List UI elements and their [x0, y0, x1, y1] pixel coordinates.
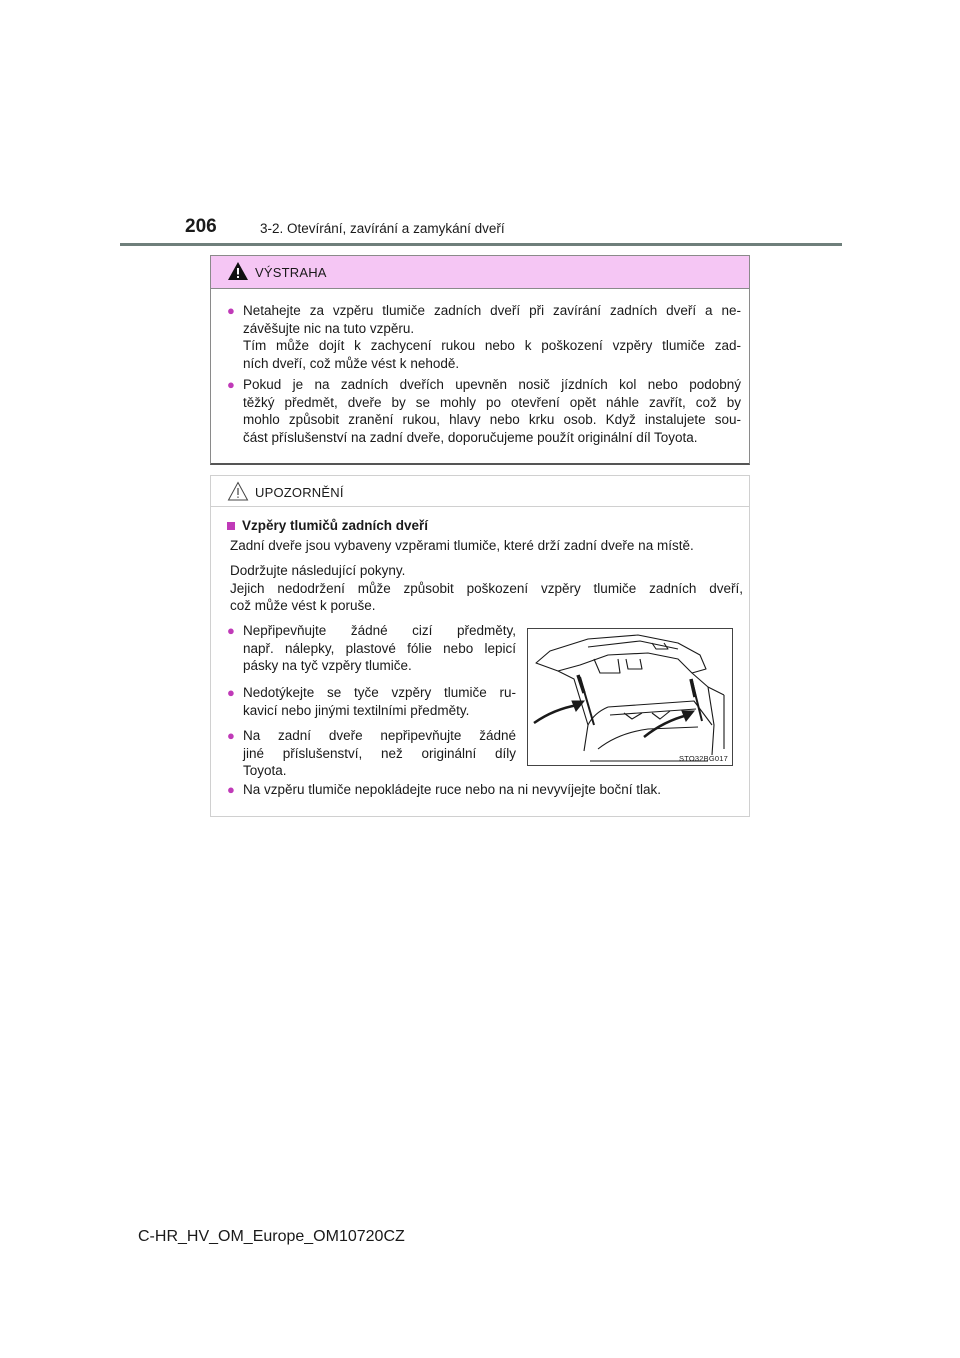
caution-bullet-1	[243, 622, 516, 675]
warning-box	[210, 255, 750, 465]
warning-header	[211, 256, 749, 289]
text-line: Nedotýkejte se tyče vzpěry tlumiče ru-	[243, 685, 516, 700]
text-line: kavicí nebo jinými textilními předměty.	[243, 702, 470, 718]
text-line: těžký předmět, dveře by se mohly po otevření opět náhle zavřít, což by	[243, 394, 741, 410]
caution-paragraph-2	[230, 562, 743, 615]
text-line: část příslušenství na zadní dveře, doporučujeme použít originální díl Toyota.	[243, 429, 698, 445]
text-line: Dodržujte následující pokyny.	[230, 563, 406, 578]
caution-box	[210, 475, 750, 817]
warning-icon	[227, 261, 249, 281]
text-line: Jejich nedodržení může způsobit poškození vzpěry tlumiče zadních dveří,	[230, 580, 743, 596]
header-rule	[120, 243, 842, 246]
tailgate-figure	[527, 628, 733, 766]
bullet-icon: ●	[227, 685, 235, 700]
bullet-icon: ●	[227, 303, 235, 318]
bullet-icon: ●	[227, 782, 235, 797]
warning-title: VÝSTRAHA	[255, 265, 327, 280]
text-line: jiné příslušenství, než originální díly	[243, 745, 516, 761]
bullet-icon: ●	[227, 623, 235, 638]
text-line: pásky na tyč vzpěry tlumiče.	[243, 658, 412, 673]
caution-bullet-4: Na vzpěru tlumiče nepokládejte ruce nebo na ni nevyvíjejte boční tlak.	[243, 782, 661, 797]
caution-title: UPOZORNĚNÍ	[255, 485, 344, 500]
caution-header	[211, 476, 749, 507]
text-line: což může vést k poruše.	[230, 598, 376, 613]
text-line: např. nálepky, plastové fólie nebo lepicí	[243, 640, 516, 656]
section-title: 3-2. Otevírání, zavírání a zamykání dveří	[260, 221, 505, 236]
page-number: 206	[185, 216, 217, 237]
text-line: Na zadní dveře nepřipevňujte žádné	[243, 728, 516, 743]
caution-paragraph-1: Zadní dveře jsou vybaveny vzpěrami tlumiče, které drží zadní dveře na místě.	[230, 538, 694, 553]
warning-item-1	[243, 302, 741, 372]
text-line: Pokud je na zadních dveřích upevněn nosič jízdních kol nebo podobný	[243, 377, 741, 392]
warning-item-2	[243, 376, 741, 446]
bullet-icon: ●	[227, 728, 235, 743]
figure-label: STO32BG017	[679, 754, 728, 763]
text-line: Tím může dojít k zachycení rukou nebo k poškození vzpěry tlumiče zad-	[243, 338, 741, 353]
caution-subtitle: Vzpěry tlumičů zadních dveří	[242, 518, 429, 533]
caution-icon	[227, 481, 249, 501]
tailgate-illustration	[528, 629, 732, 765]
text-line: Nepřipevňujte žádné cizí předměty,	[243, 623, 516, 638]
text-line: Toyota.	[243, 763, 287, 778]
text-line: mohlo způsobit zranění rukou, hlavy nebo krku osob. Když instalujete sou-	[243, 412, 741, 427]
square-bullet-icon	[227, 522, 235, 530]
text-line: závěšujte nic na tuto vzpěru.	[243, 320, 415, 336]
text-line: Netahejte za vzpěru tlumiče zadních dveří při zavírání zadních dveří a ne-	[243, 303, 741, 318]
caution-bullet-2	[243, 684, 516, 719]
text-line: ních dveří, což může vést k nehodě.	[243, 355, 460, 371]
caution-bullet-3	[243, 727, 516, 780]
document-id: C-HR_HV_OM_Europe_OM10720CZ	[138, 1228, 405, 1245]
bullet-icon: ●	[227, 377, 235, 392]
